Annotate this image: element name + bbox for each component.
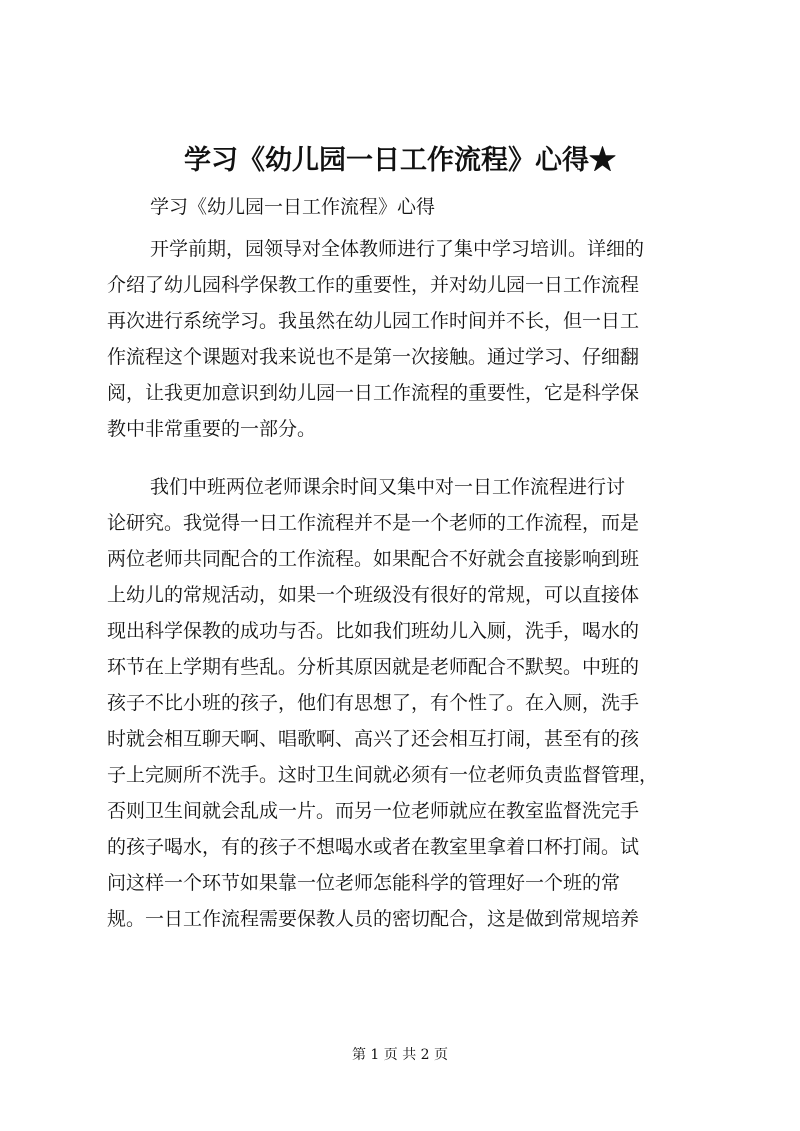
paragraph-1-line: 阅，让我更加意识到幼儿园一日工作流程的重要性，它是科学保 [107,382,640,404]
paragraph-2-line: 两位老师共同配合的工作流程。如果配合不好就会直接影响到班 [107,548,640,570]
paragraph-2-line: 时就会相互聊天啊、唱歌啊、高兴了还会相互打闹，甚至有的孩 [107,728,640,750]
paragraph-2-line: 上幼儿的常规活动，如果一个班级没有很好的常规，可以直接体 [107,584,640,606]
paragraph-2-line: 论研究。我觉得一日工作流程并不是一个老师的工作流程，而是 [107,512,640,534]
paragraph-2-line: 我们中班两位老师课余时间又集中对一日工作流程进行讨 [150,476,626,498]
paragraph-2-line: 现出科学保教的成功与否。比如我们班幼儿入厕，洗手，喝水的 [107,620,640,642]
paragraph-2-line: 否则卫生间就会乱成一片。而另一位老师就应在教室监督洗完手 [107,800,640,822]
document-title: 学习《幼儿园一日工作流程》心得★ [184,145,616,176]
paragraph-2-line: 问这样一个环节如果靠一位老师怎能科学的管理好一个班的常 [107,872,621,894]
page-number-footer: 第 1 页 共 2 页 [351,1047,449,1063]
document-subtitle: 学习《幼儿园一日工作流程》心得 [150,196,436,218]
paragraph-2-line: 规。一日工作流程需要保教人员的密切配合，这是做到常规培养 [107,908,640,930]
paragraph-2-line: 的孩子喝水，有的孩子不想喝水或者在教室里拿着口杯打闹。试 [107,836,640,858]
paragraph-1-line: 开学前期，园领导对全体教师进行了集中学习培训。详细的 [150,238,645,260]
paragraph-2-line: 孩子不比小班的孩子，他们有思想了，有个性了。在入厕，洗手 [107,692,640,714]
paragraph-1-line: 作流程这个课题对我来说也不是第一次接触。通过学习、仔细翻 [107,346,640,368]
paragraph-1-line: 再次进行系统学习。我虽然在幼儿园工作时间并不长，但一日工 [107,310,640,332]
paragraph-2-line: 子上完厕所不洗手。这时卫生间就必须有一位老师负责监督管理， [107,764,659,786]
paragraph-1-line: 介绍了幼儿园科学保教工作的重要性，并对幼儿园一日工作流程 [107,274,640,296]
paragraph-1-line: 教中非常重要的一部分。 [107,418,317,440]
paragraph-2-line: 环节在上学期有些乱。分析其原因就是老师配合不默契。中班的 [107,656,640,678]
